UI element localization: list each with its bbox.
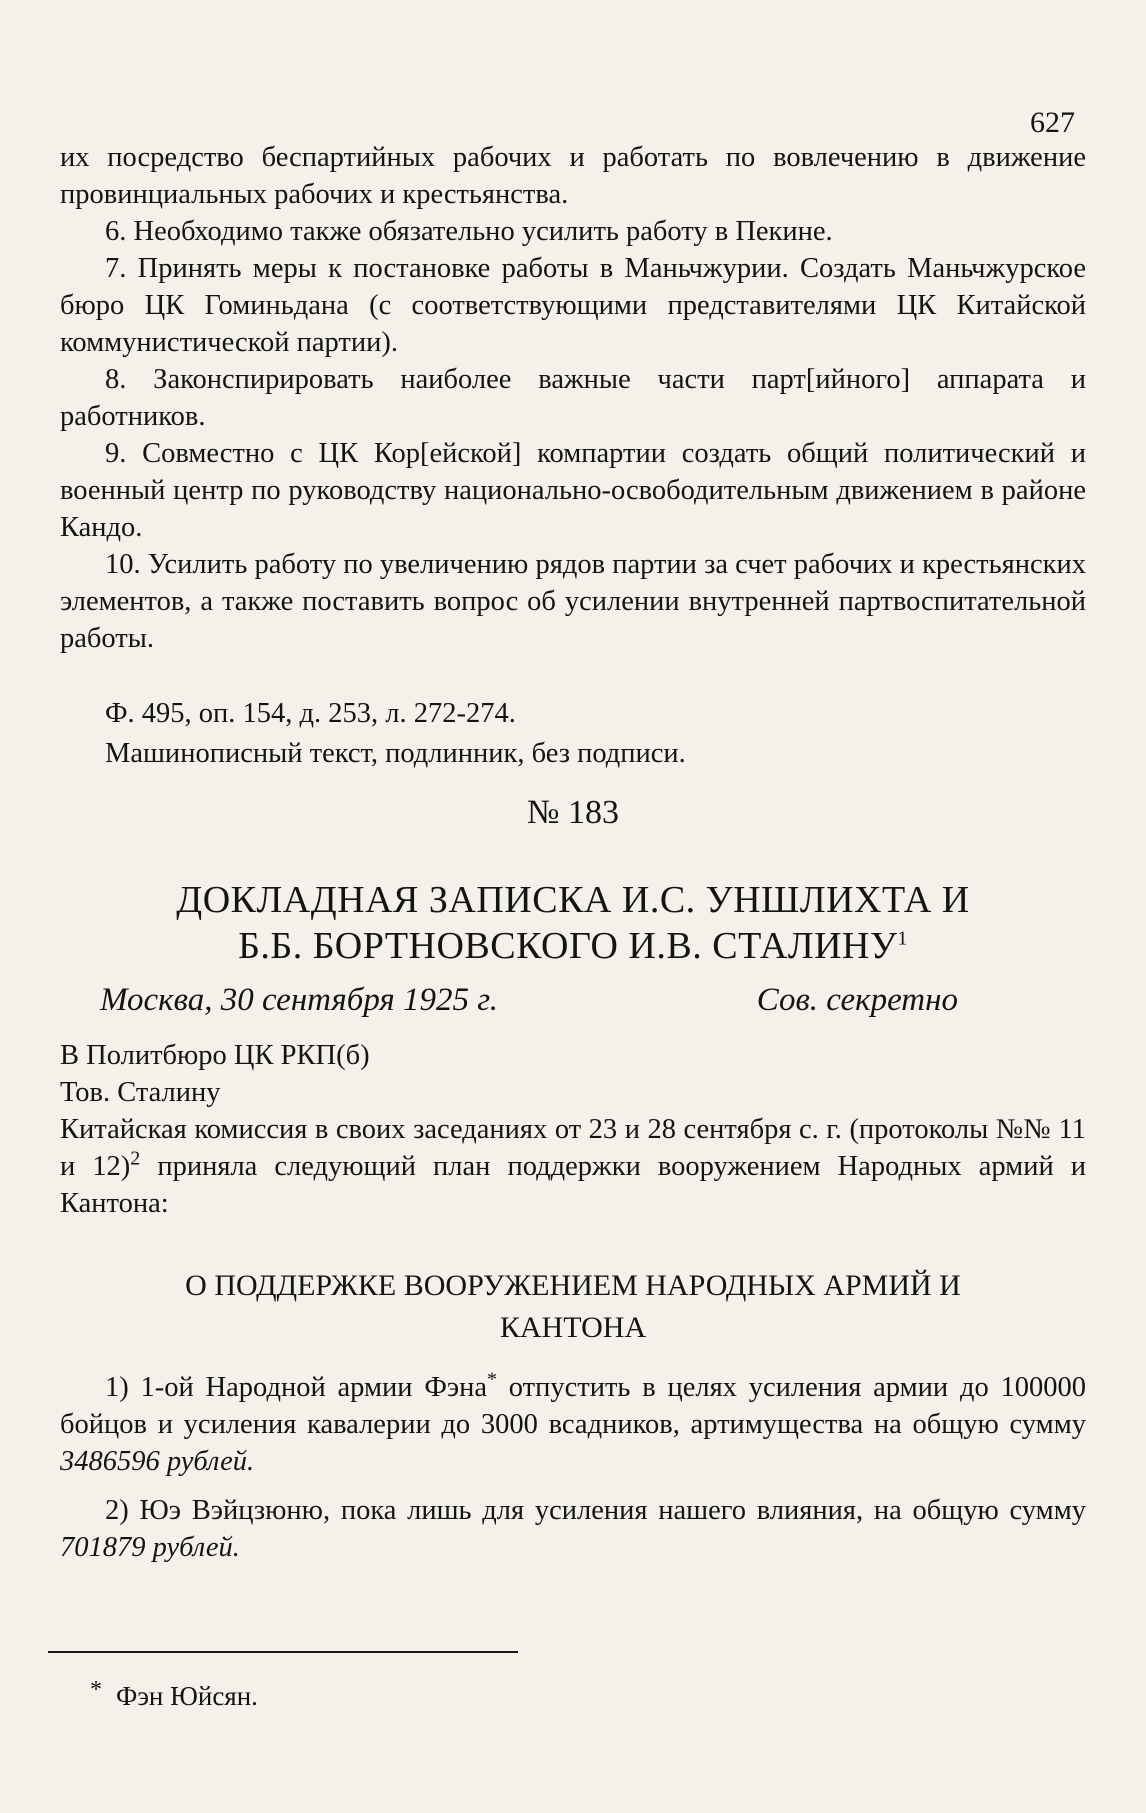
plan-item-1-footnote-mark: *	[486, 1368, 497, 1391]
archive-reference: Ф. 495, оп. 154, д. 253, л. 272-274.	[105, 698, 516, 729]
plan-item-2-text: 2) Юэ Вэйцзюню, пока лишь для усиления нашего влияния, на общую сумму	[105, 1495, 1086, 1526]
plan-item-1-amount: 3486596 рублей.	[60, 1446, 255, 1477]
body-intro	[60, 1111, 1086, 1222]
addressee-line-2: Тов. Сталину	[60, 1077, 221, 1108]
title-footnote-mark: 1	[897, 927, 908, 950]
paragraph-item-9: 9. Совместно с ЦК Кор[ейской] компартии создать общий политический и военный центр по руководству национально-освободительным движением в районе Кандо.	[60, 438, 1086, 543]
page-number: 627	[1030, 106, 1075, 139]
plan-item-1-text-2: отпустить в целях усиления армии до 100000 бойцов и усиления кавалерии до 3000 всадников, артимущества на общую сумму	[60, 1372, 1086, 1440]
paragraph-item-10: 10. Усилить работу по увеличению рядов партии за счет рабочих и крестьянских элементов, а также поставить вопрос об усилении внутренней партвоспитательной работы.	[60, 549, 1086, 654]
footnote-divider	[48, 1651, 518, 1653]
section-title-line-1: О ПОДДЕРЖКЕ ВООРУЖЕНИЕМ НАРОДНЫХ АРМИЙ И	[185, 1269, 961, 1302]
date-place: Москва, 30 сентября 1925 г.	[100, 982, 498, 1018]
document-title-line-1: ДОКЛАДНАЯ ЗАПИСКА И.С. УНШЛИХТА И	[176, 879, 970, 921]
section-title	[100, 1265, 1046, 1349]
document-title-line-2	[100, 923, 1046, 969]
plan-item-1	[60, 1369, 1086, 1480]
document-title	[100, 877, 1046, 969]
body-footnote-mark: 2	[130, 1147, 141, 1170]
document-number: № 183	[527, 794, 619, 831]
plan-item-2	[60, 1492, 1086, 1566]
continuation-text	[60, 139, 1086, 657]
dateline	[100, 980, 958, 1020]
addressee-line-1: В Политбюро ЦК РКП(б)	[60, 1040, 370, 1071]
footnote-text: Фэн Юйсян.	[116, 1681, 258, 1711]
letter-body	[60, 1037, 1086, 1222]
footnote-mark: *	[90, 1677, 102, 1703]
plan-item-2-amount: 701879 рублей.	[60, 1532, 240, 1563]
paragraph-item-6: 6. Необходимо также обязательно усилить работу в Пекине.	[105, 216, 833, 247]
plan-items	[60, 1369, 1086, 1566]
plan-item-1-text-1: 1) 1-ой Народной армии Фэна	[105, 1372, 487, 1403]
body-intro-text-2: приняла следующий план поддержки вооружением Народных армий и Кантона:	[60, 1151, 1086, 1219]
paragraph-item-7: 7. Принять меры к постановке работы в Маньчжурии. Создать Маньчжурское бюро ЦК Гоминьдана (с соответствующими представителями ЦК Китайской коммунистической партии).	[60, 253, 1086, 358]
archive-note: Машинописный текст, подлинник, без подписи.	[105, 738, 686, 769]
classification-stamp: Сов. секретно	[756, 982, 958, 1018]
footnote	[92, 1679, 258, 1713]
body-intro-text-1: Китайская комиссия в своих заседаниях от 23 и 28 сентября с. г. (протоколы №№ 11 и 12)	[60, 1114, 1086, 1182]
document-title-line-2-text: Б.Б. БОРТНОВСКОГО И.В. СТАЛИНУ	[238, 925, 898, 967]
paragraph-item-8: 8. Законспирировать наиболее важные части парт[ийного] аппарата и работников.	[60, 364, 1086, 432]
paragraph-continuation: их посредство беспартийных рабочих и работать по вовлечению в движение провинциальных рабочих и крестьянства.	[60, 142, 1086, 210]
section-title-line-2: КАНТОНА	[499, 1311, 647, 1344]
